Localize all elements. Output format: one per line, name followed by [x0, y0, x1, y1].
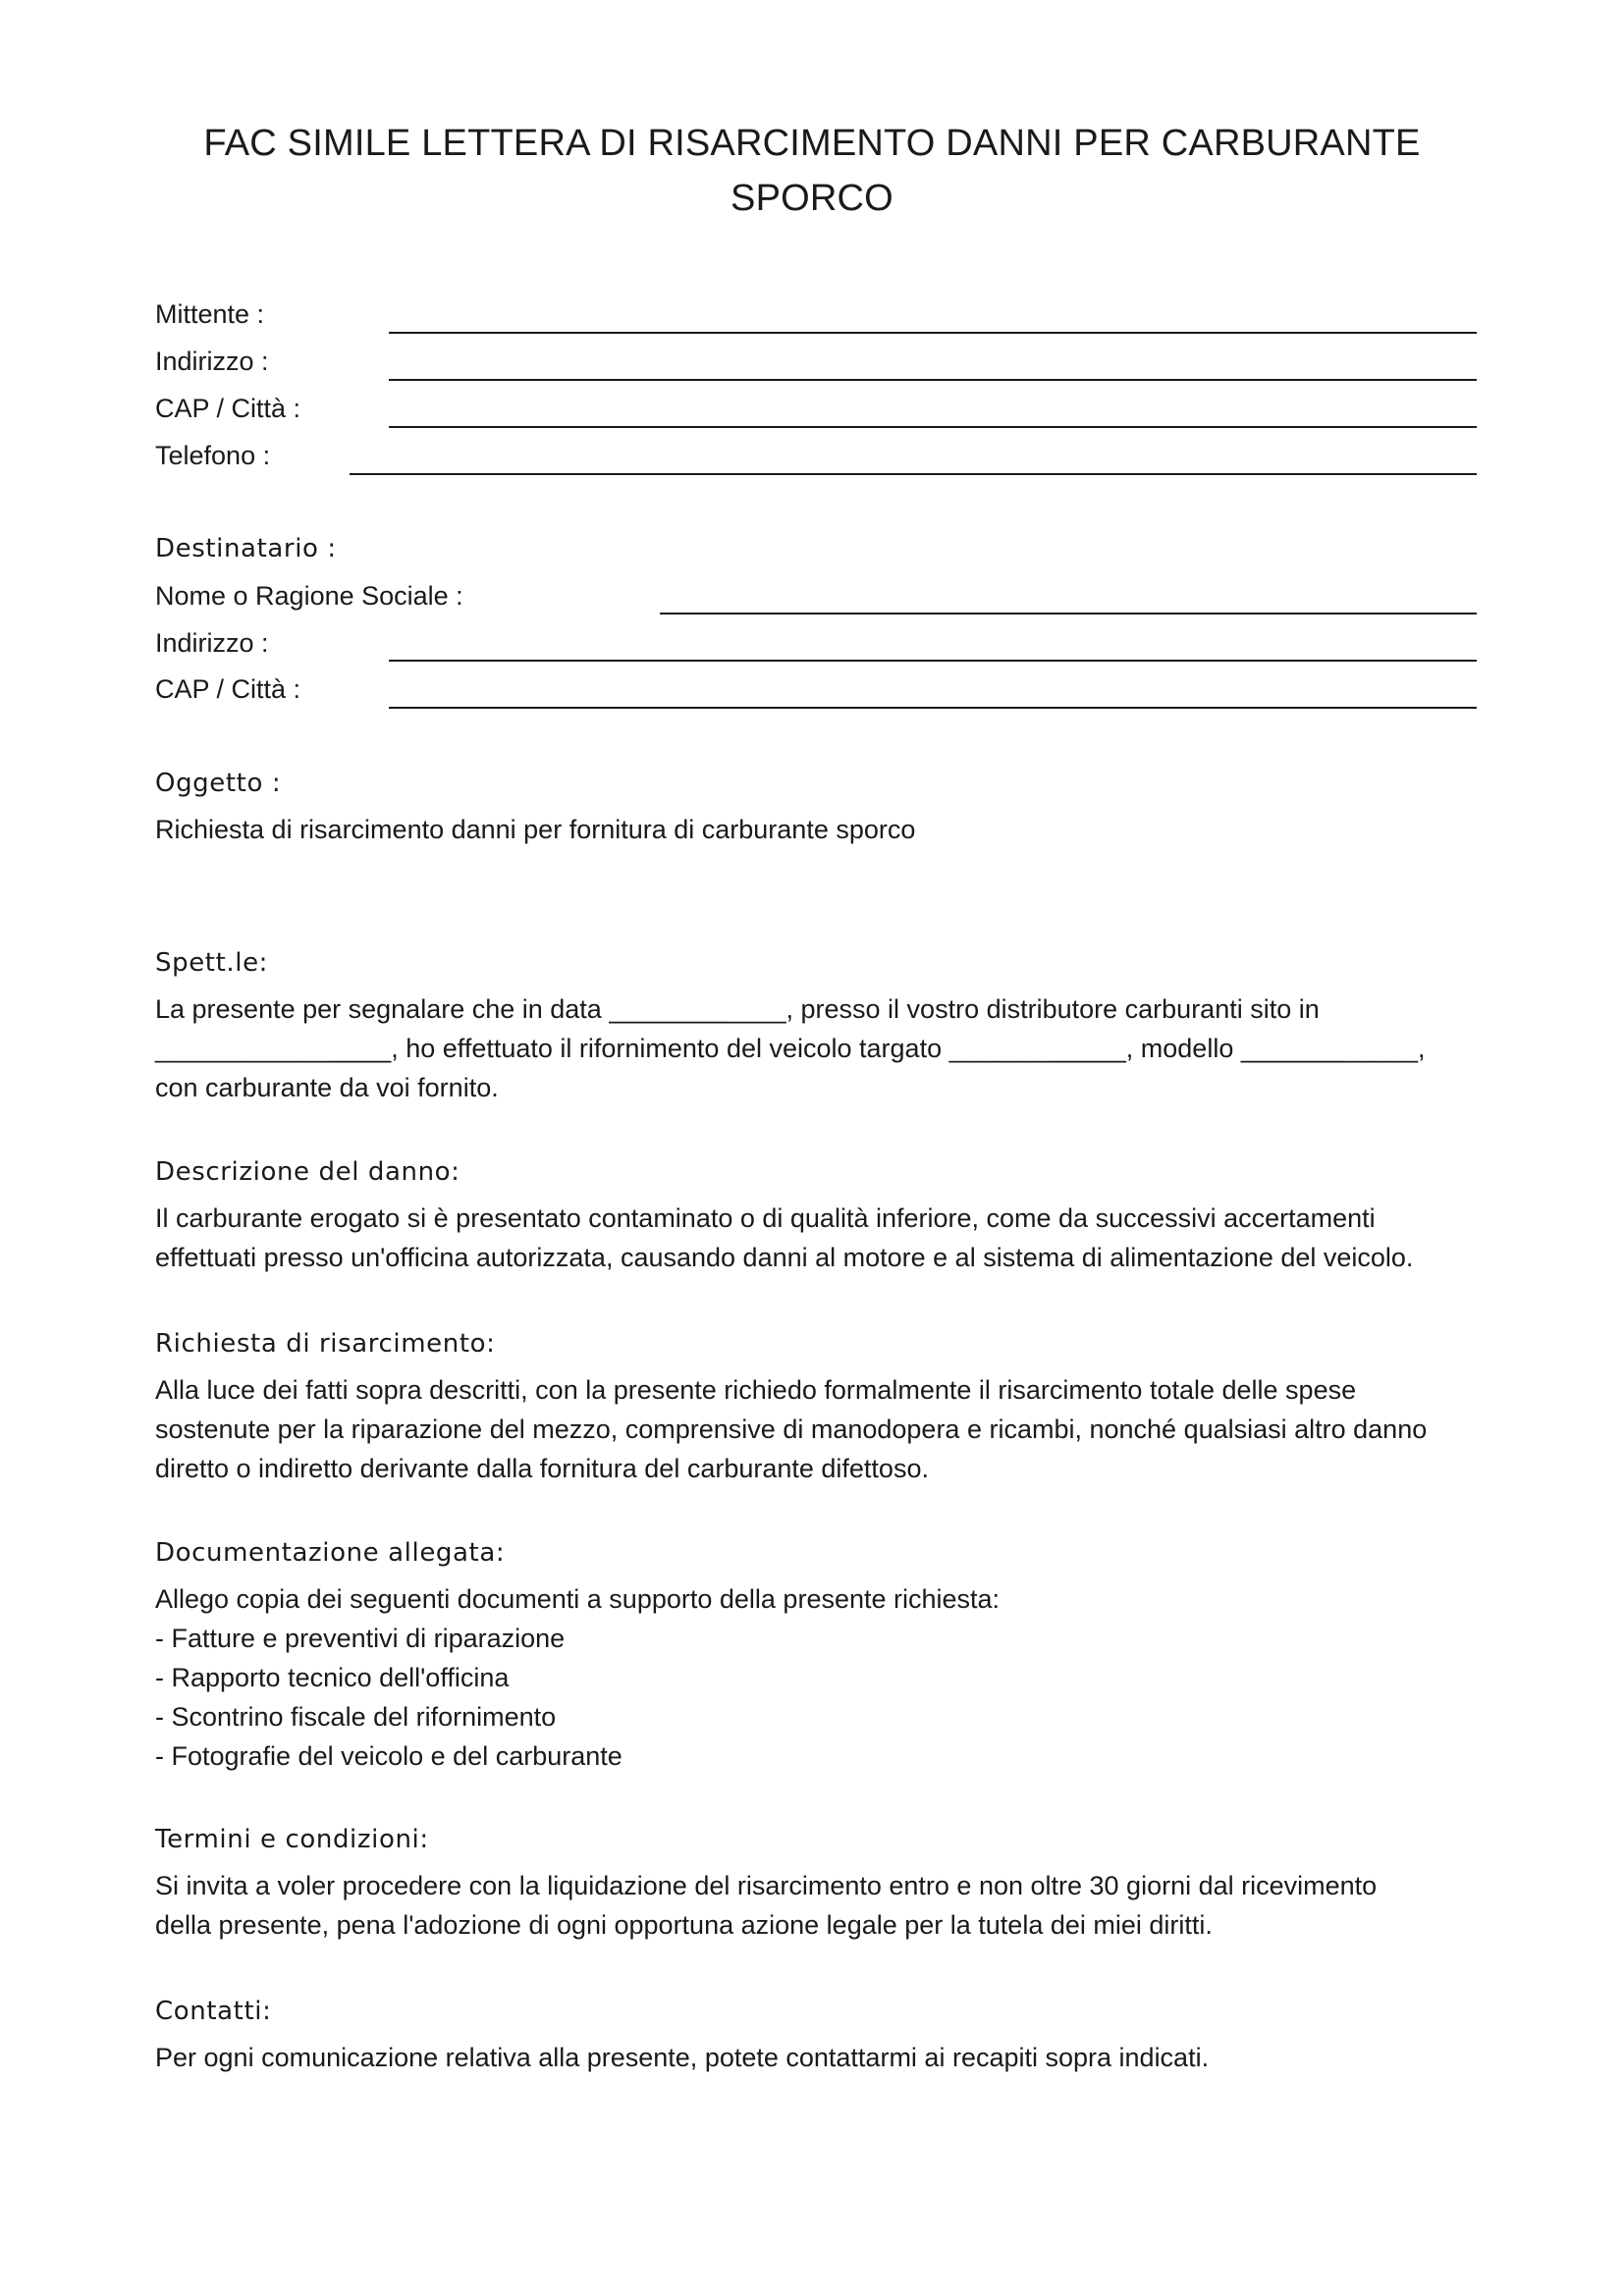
sender-address-line — [389, 379, 1477, 381]
greeting-heading: Spett.le: — [155, 948, 269, 978]
documents-list-item: - Rapporto tecnico dell'officina — [155, 1663, 510, 1692]
sender-city-line — [389, 426, 1477, 428]
claim-heading: Richiesta di risarcimento: — [155, 1329, 496, 1359]
terms-line: Si invita a voler procedere con la liquidazione del risarcimento entro e non oltre 30 giorni dal ricevimento — [155, 1871, 1378, 1900]
page-title — [147, 116, 1477, 226]
sender-address-label: Indirizzo : — [155, 347, 269, 376]
greeting-line: ________________, ho effettuato il rifornimento del veicolo targato ____________, modello ____________, — [155, 1034, 1426, 1063]
subject-heading: Oggetto : — [155, 769, 282, 798]
sender-phone-label: Telefono : — [155, 441, 271, 470]
claim-line: sostenute per la riparazione del mezzo, comprensive di manodopera e ricambi, nonché qualsiasi altro danno — [155, 1415, 1428, 1444]
recipient-city-line — [389, 707, 1477, 709]
sender-label: Mittente : — [155, 299, 265, 329]
contacts-paragraph — [155, 2038, 1483, 2077]
terms-line: della presente, pena l'adozione di ogni opportuna azione legale per la tutela dei miei diritti. — [155, 1910, 1213, 1940]
greeting-line: La presente per segnalare che in data ____________, presso il vostro distributore carburanti sito in — [155, 994, 1320, 1024]
recipient-city-label: CAP / Città : — [155, 674, 301, 704]
greeting-paragraph — [155, 989, 1483, 1107]
documents-paragraph — [155, 1579, 1483, 1776]
claim-line: Alla luce dei fatti sopra descritti, con la presente richiedo formalmente il risarcimento totale delle spese — [155, 1375, 1357, 1405]
documents-list-item: - Fotografie del veicolo e del carburante — [155, 1741, 623, 1771]
damage-heading: Descrizione del danno: — [155, 1157, 460, 1187]
documents-intro: Allego copia dei seguenti documenti a supporto della presente richiesta: — [155, 1584, 1001, 1614]
sender-phone-line — [350, 473, 1477, 475]
damage-paragraph — [155, 1199, 1483, 1277]
contacts-line: Per ogni comunicazione relativa alla presente, potete contattarmi ai recapiti sopra indicati. — [155, 2043, 1210, 2072]
recipient-address-label: Indirizzo : — [155, 628, 269, 658]
sender-name-line — [389, 332, 1477, 334]
sender-city-label: CAP / Città : — [155, 394, 301, 423]
recipient-name-label: Nome o Ragione Sociale : — [155, 581, 463, 611]
title-line-2: SPORCO — [731, 178, 893, 219]
documents-list-item: - Scontrino fiscale del rifornimento — [155, 1702, 557, 1732]
terms-paragraph — [155, 1866, 1483, 1945]
greeting-line: con carburante da voi fornito. — [155, 1073, 499, 1102]
damage-line: Il carburante erogato si è presentato contaminato o di qualità inferiore, come da successivi accertamenti — [155, 1203, 1376, 1233]
recipient-heading: Destinatario : — [155, 534, 337, 563]
subject-text: Richiesta di risarcimento danni per fornitura di carburante sporco — [155, 815, 916, 844]
terms-heading: Termini e condizioni: — [155, 1825, 429, 1854]
contacts-heading: Contatti: — [155, 1997, 272, 2026]
documents-heading: Documentazione allegata: — [155, 1538, 506, 1568]
title-line-1: FAC SIMILE LETTERA DI RISARCIMENTO DANNI PER CARBURANTE — [203, 123, 1421, 164]
claim-paragraph — [155, 1370, 1483, 1488]
claim-line: diretto o indiretto derivante dalla fornitura del carburante difettoso. — [155, 1454, 929, 1483]
recipient-name-line — [660, 613, 1477, 614]
documents-list-item: - Fatture e preventivi di riparazione — [155, 1624, 566, 1653]
damage-line: effettuati presso un'officina autorizzata, causando danni al motore e al sistema di alimentazione del veicolo. — [155, 1243, 1414, 1272]
recipient-address-line — [389, 660, 1477, 662]
